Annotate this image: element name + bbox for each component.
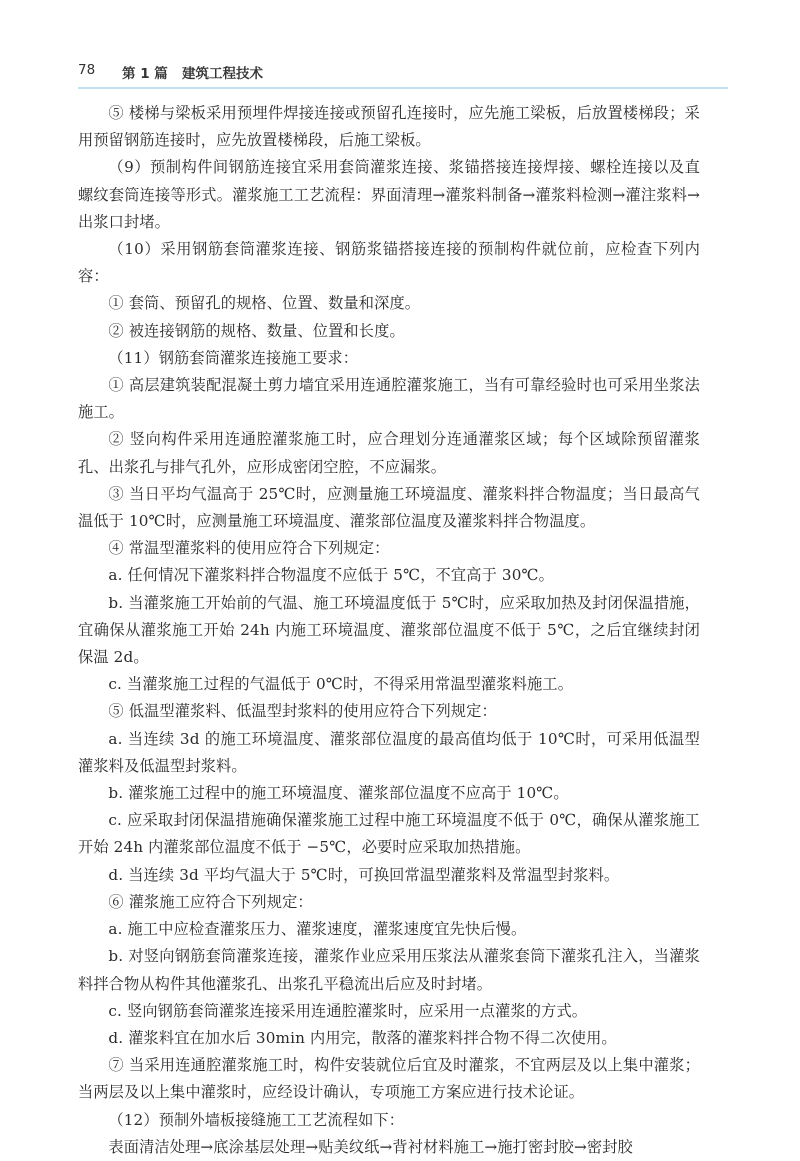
paragraph: ⑤ 楼梯与梁板采用预埋件焊接连接或预留孔连接时，应先施工梁板，后放置楼梯段；采用预留钢筋连接时，应先放置楼梯段，后施工梁板。 bbox=[78, 104, 700, 150]
paragraph: ① 高层建筑装配混凝土剪力墙宜采用连通腔灌浆施工，当有可靠经验时也可采用坐浆法施工。 bbox=[78, 376, 700, 422]
paragraph: （11）钢筋套筒灌浆连接施工要求： bbox=[108, 348, 359, 367]
paragraph: ⑥ 灌浆施工应符合下列规定： bbox=[108, 892, 313, 911]
paragraph: b. 当灌浆施工开始前的气温、施工环境温度低于 5℃时，应采取加热及封闭保温措施，宜确保从灌浆施工开始 24h 内施工环境温度、灌浆部位温度不低于 5℃，之后宜继续封闭保温 2d。 bbox=[78, 593, 700, 667]
paragraph: 表面清洁处理→底涂基层处理→贴美纹纸→背衬材料施工→施打密封胶→密封胶 bbox=[108, 1137, 633, 1156]
paragraph: ② 竖向构件采用连通腔灌浆施工时，应合理划分连通灌浆区域；每个区域除预留灌浆孔、出浆孔与排气孔外，应形成密闭空腔，不应漏浆。 bbox=[78, 430, 700, 476]
paragraph: d. 当连续 3d 平均气温大于 5℃时，可换回常温型灌浆料及常温型封浆料。 bbox=[108, 865, 620, 884]
paragraph: ④ 常温型灌浆料的使用应符合下列规定： bbox=[108, 539, 390, 558]
paragraph: （9）预制构件间钢筋连接宜采用套筒灌浆连接、浆锚搭接连接焊接、螺栓连接以及直螺纹套筒连接等形式。灌浆施工工艺流程：界面清理→灌浆料制备→灌浆料检测→灌注浆料→出浆口封堵。 bbox=[78, 158, 700, 231]
paragraph: c. 当灌浆施工过程的气温低于 0℃时，不得采用常温型灌浆料施工。 bbox=[108, 675, 574, 694]
paragraph: ⑤ 低温型灌浆料、低温型封浆料的使用应符合下列规定： bbox=[108, 702, 497, 721]
paragraph: a. 任何情况下灌浆料拌合物温度不应低于 5℃，不宜高于 30℃。 bbox=[108, 566, 554, 585]
paragraph: a. 当连续 3d 的施工环境温度、灌浆部位温度的最高值均低于 10℃时，可采用低温型灌浆料及低温型封浆料。 bbox=[78, 729, 700, 775]
paragraph: ① 套筒、预留孔的规格、位置、数量和深度。 bbox=[108, 294, 421, 313]
paragraph: c. 应采取封闭保温措施确保灌浆施工过程中施工环境温度不低于 0℃，确保从灌浆施工开始 24h 内灌浆部位温度不低于 −5℃，必要时应采取加热措施。 bbox=[78, 811, 700, 857]
paragraph: c. 竖向钢筋套筒灌浆连接采用连通腔灌浆时，应采用一点灌浆的方式。 bbox=[108, 1001, 588, 1020]
header-divider bbox=[78, 87, 728, 89]
page-header bbox=[78, 62, 728, 82]
paragraph: ⑦ 当采用连通腔灌浆施工时，构件安装就位后宜及时灌浆，不宜两层及以上集中灌浆；当两层及以上集中灌浆时，应经设计确认，专项施工方案应进行技术论证。 bbox=[78, 1056, 700, 1102]
paragraph: a. 施工中应检查灌浆压力、灌浆速度，灌浆速度宜先快后慢。 bbox=[108, 920, 527, 939]
paragraph: ③ 当日平均气温高于 25℃时，应测量施工环境温度、灌浆料拌合物温度；当日最高气温低于 10℃时，应测量施工环境温度、灌浆部位温度及灌浆料拌合物温度。 bbox=[78, 484, 700, 531]
paragraph: b. 灌浆施工过程中的施工环境温度、灌浆部位温度不应高于 10℃。 bbox=[108, 784, 569, 803]
paragraph: b. 对竖向钢筋套筒灌浆连接，灌浆作业应采用压浆法从灌浆套筒下灌浆孔注入，当灌浆料拌合物从构件其他灌浆孔、出浆孔平稳流出后应及时封堵。 bbox=[78, 947, 700, 993]
page-body bbox=[78, 100, 700, 1161]
paragraph: d. 灌浆料宜在加水后 30min 内用完，散落的灌浆料拌合物不得二次使用。 bbox=[108, 1028, 617, 1047]
paragraph: ② 被连接钢筋的规格、数量、位置和长度。 bbox=[108, 321, 405, 340]
chapter-label: 第 1 篇 bbox=[122, 66, 168, 82]
paragraph: （12）预制外墙板接缝施工工艺流程如下： bbox=[108, 1110, 405, 1129]
chapter-title: 建筑工程技术 bbox=[182, 66, 263, 82]
page-number: 78 bbox=[78, 62, 96, 78]
paragraph: （10）采用钢筋套筒灌浆连接、钢筋浆锚搭接连接的预制构件就位前，应检查下列内容： bbox=[78, 240, 700, 286]
